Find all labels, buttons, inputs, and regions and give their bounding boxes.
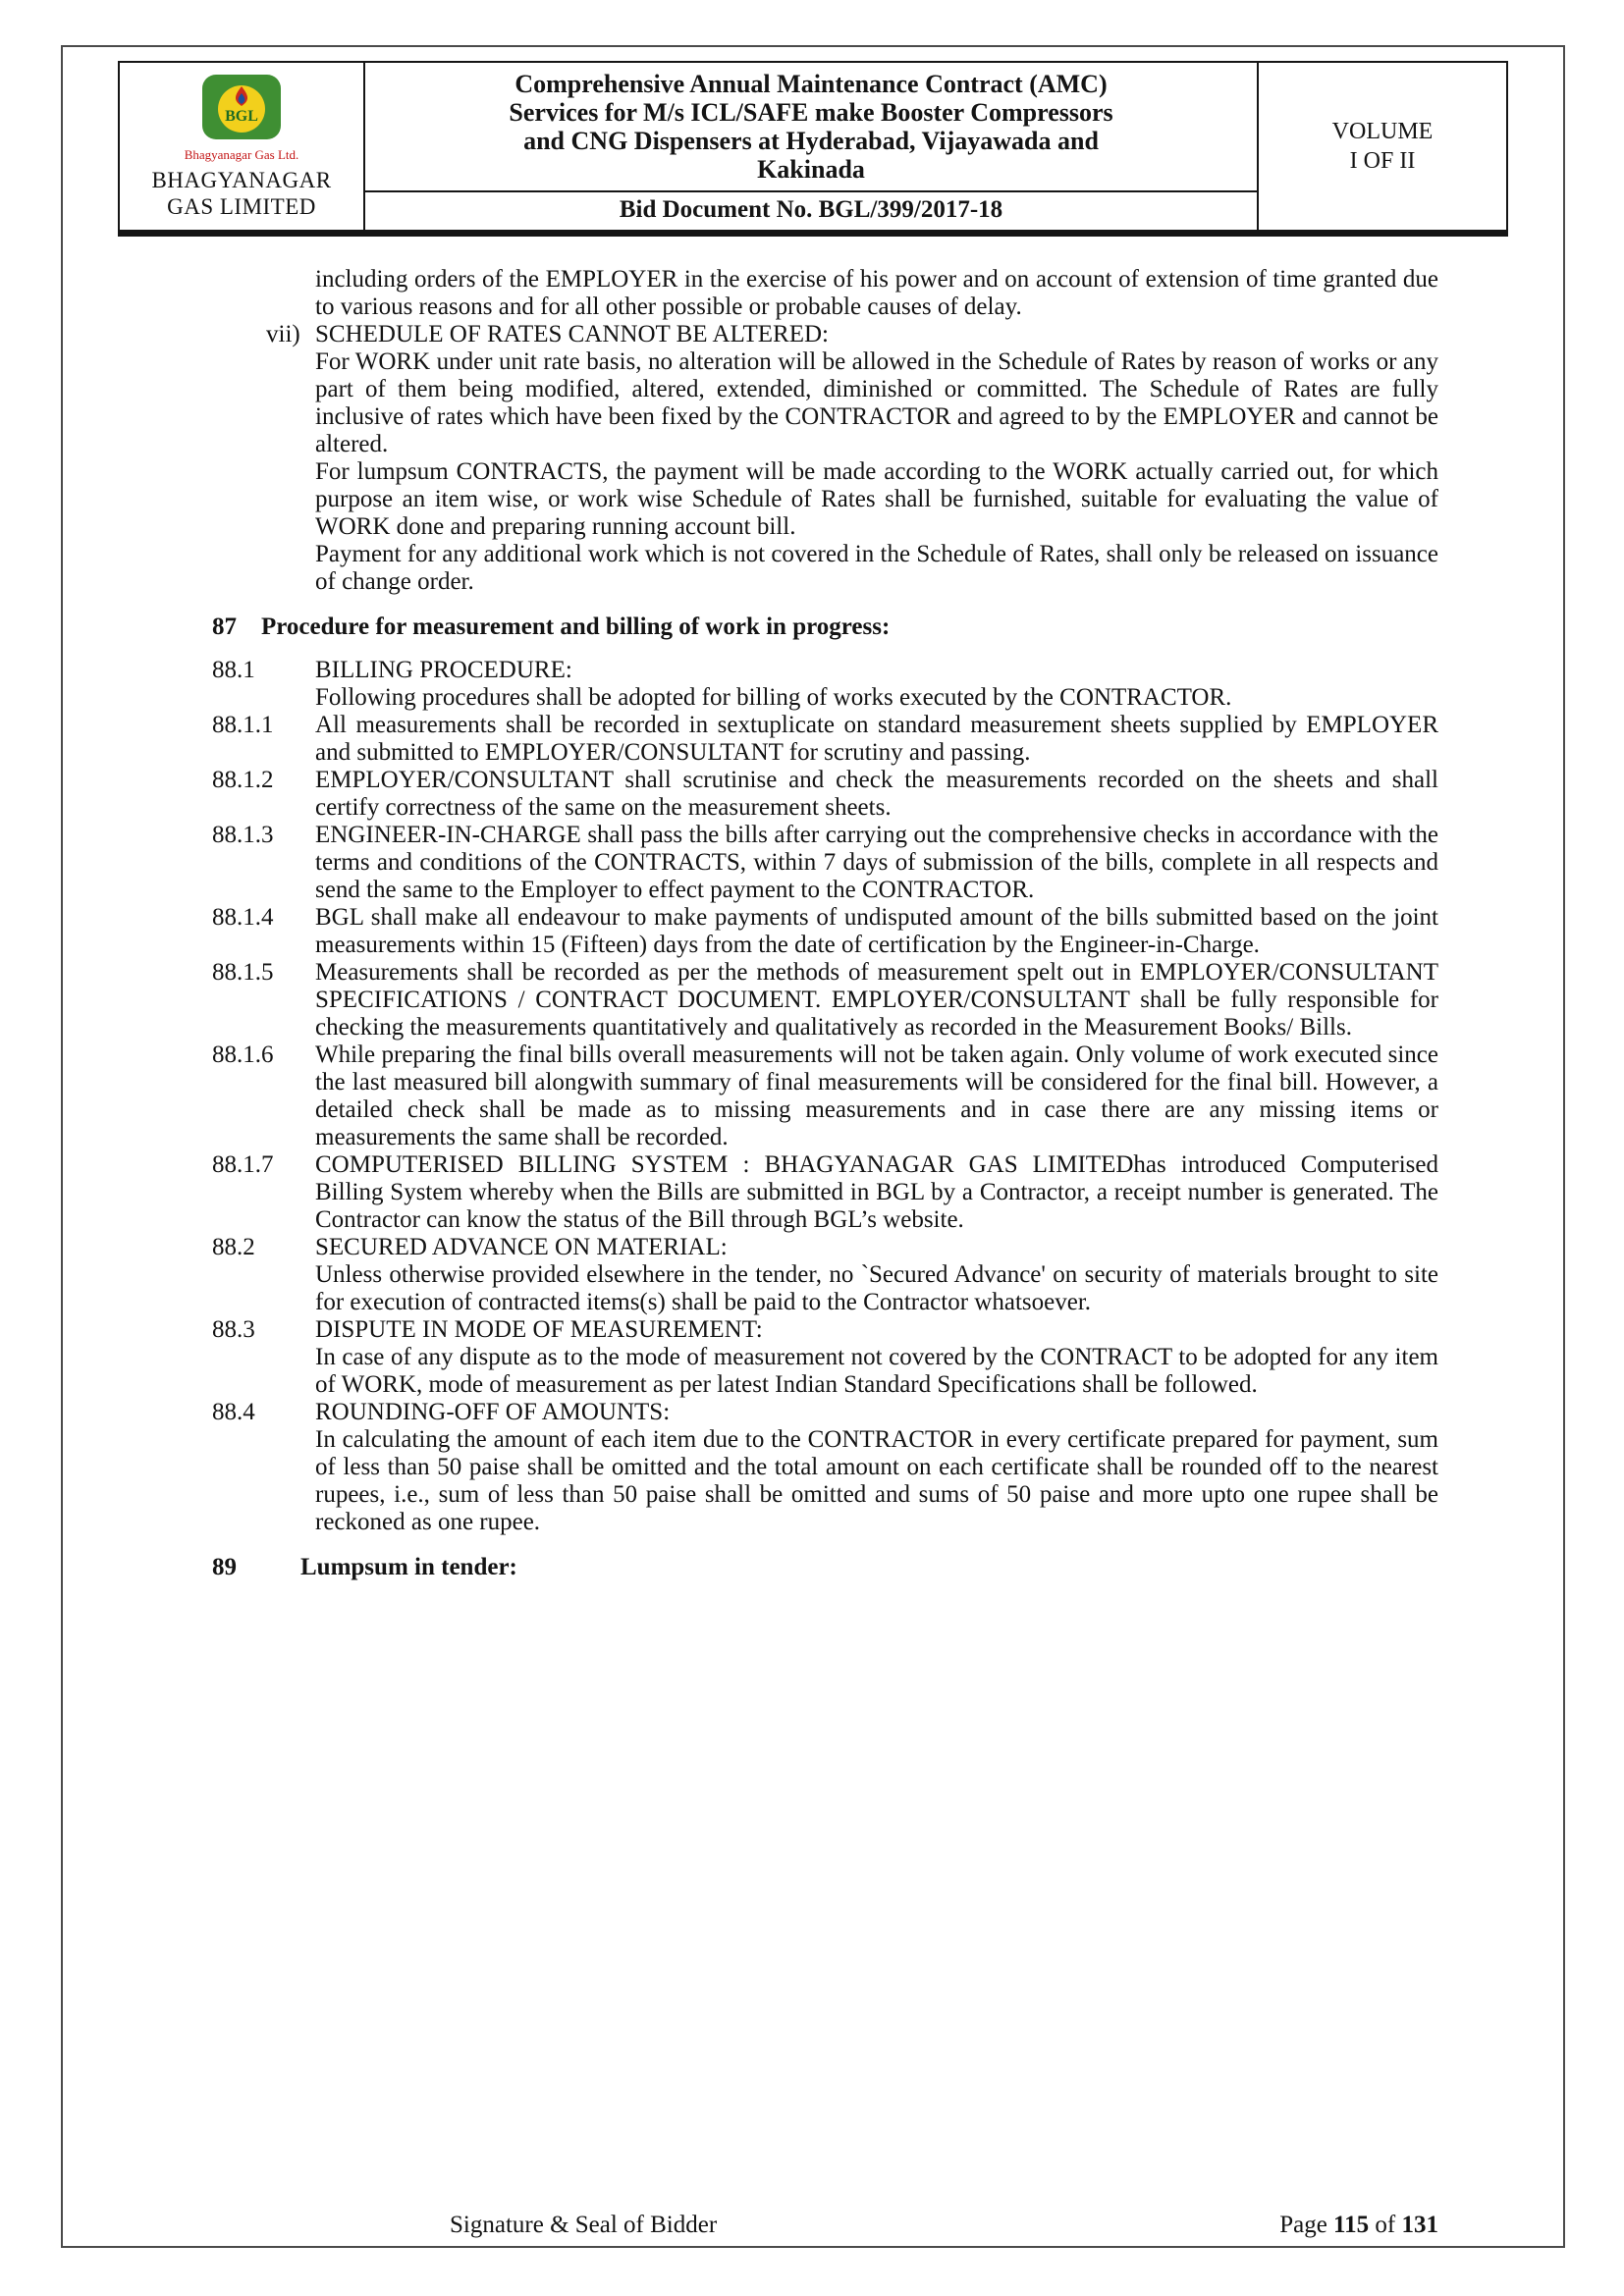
bgl-logo-icon (196, 74, 287, 146)
clause-text: EMPLOYER/CONSULTANT shall scrutinise and check the measurements recorded on the sheets and shall certify correctness of the same on the measurement sheets. (315, 767, 1438, 821)
document-body (212, 266, 1438, 1581)
page-total: 131 (1401, 2212, 1438, 2238)
clause-text: ENGINEER-IN-CHARGE shall pass the bills after carrying out the comprehensive checks in accordance with the terms and conditions of the CONTRACTS, within 7 days of submission of the bills, complete in all respects and send the same to the Employer to effect payment to the CONTRACTOR. (315, 822, 1438, 903)
page-border (61, 45, 1565, 2248)
clause-88-1-2 (212, 767, 1438, 822)
clause-88-2 (212, 1234, 1438, 1261)
page-footer (212, 2212, 1438, 2239)
paragraph-rounding: In calculating the amount of each item due to the CONTRACTOR in every certificate prepared for payment, sum of less than 50 paise shall be omitted and the total amount on each certificate shall be rounded off to the nearest rupees, i.e., sum of less than 50 paise shall be omitted and sums of 50 paise and more upto one rupee shall be reckoned as one rupee. (315, 1426, 1438, 1535)
clause-88-1-3 (212, 822, 1438, 904)
paragraph-following-procedures: Following procedures shall be adopted for billing of works executed by the CONTRACTOR. (315, 684, 1232, 711)
page-current: 115 (1333, 2212, 1370, 2238)
volume-line1: VOLUME (1331, 119, 1434, 144)
logo-cell (120, 63, 365, 230)
paragraph-lumpsum: For lumpsum CONTRACTS, the payment will be made according to the WORK actually carried out, for which purpose an item wise, or work wise Schedule of Rates shall be furnished, suitable for evaluating the value of WORK done and preparing running account bill. (315, 458, 1438, 540)
clause-vii (212, 321, 1438, 348)
clause-text: Measurements shall be recorded as per the methods of measurement spelt out in EMPLOYER/CONSULTANT SPECIFICATIONS / CONTRACT DOCUMENT. EMPLOYER/CONSULTANT shall be fully responsible for checking the measurements quantitatively and qualitatively as recorded in the Measurement Books/ Bills. (315, 959, 1438, 1041)
clause-heading-text: SCHEDULE OF RATES CANNOT BE ALTERED: (315, 321, 829, 347)
paragraph-payment: Payment for any additional work which is not covered in the Schedule of Rates, shall only be released on issuance of change order. (315, 541, 1438, 595)
clause-number: 88.1 (212, 657, 255, 683)
section-title: Lumpsum in tender: (300, 1554, 517, 1580)
section-89-heading (212, 1554, 1438, 1581)
title-line: Comprehensive Annual Maintenance Contract (AMC) (514, 70, 1108, 98)
clause-number: 88.1.5 (212, 959, 274, 986)
document-header (118, 61, 1508, 237)
section-number: 89 (212, 1554, 237, 1580)
clause-88-1-5 (212, 959, 1438, 1041)
org-name-line1: BHAGYANAGAR (151, 168, 332, 192)
paragraph-dispute: In case of any dispute as to the mode of measurement not covered by the CONTRACT to be adopted for any item of WORK, mode of measurement as per latest Indian Standard Specifications shall be followed. (315, 1344, 1438, 1398)
clause-88-4 (212, 1399, 1438, 1426)
clause-88-1-7 (212, 1151, 1438, 1234)
document-title (365, 63, 1257, 190)
clause-number: 88.2 (212, 1234, 255, 1260)
page-word: Page (1279, 2212, 1327, 2238)
clause-label: vii) (266, 321, 300, 347)
clause-number: 88.1.6 (212, 1041, 274, 1068)
page-number (1279, 2212, 1438, 2239)
clause-number: 88.1.7 (212, 1151, 274, 1178)
volume-cell (1257, 63, 1506, 230)
bid-document-number: Bid Document No. BGL/399/2017-18 (365, 190, 1257, 230)
clause-text: BGL shall make all endeavour to make payments of undisputed amount of the bills submitted based on the joint measurements within 15 (Fifteen) days from the date of certification by the Engineer-in-Charge. (315, 904, 1438, 958)
title-line: Kakinada (757, 155, 865, 184)
clause-number: 88.1.1 (212, 712, 274, 738)
clause-text: COMPUTERISED BILLING SYSTEM : BHAGYANAGAR GAS LIMITEDhas introduced Computerised Billing System whereby when the Bills are submitted in BGL by a Contractor, a receipt number is generated. The Contractor can know the status of the Bill through BGL’s website. (315, 1151, 1438, 1233)
clause-88-1-1 (212, 712, 1438, 767)
title-line: and CNG Dispensers at Hyderabad, Vijayawada and (523, 127, 1099, 155)
clause-88-1-4 (212, 904, 1438, 959)
clause-heading-text: ROUNDING-OFF OF AMOUNTS: (315, 1399, 671, 1425)
clause-number: 88.1.4 (212, 904, 274, 931)
section-title: Procedure for measurement and billing of work in progress: (261, 614, 891, 640)
logo-caption: Bhagyanagar Gas Ltd. (184, 147, 299, 162)
clause-number: 88.1.2 (212, 767, 274, 793)
logo-monogram: BGL (225, 108, 258, 125)
title-line: Services for M/s ICL/SAFE make Booster Compressors (509, 98, 1113, 127)
clause-88-1 (212, 657, 1438, 684)
clause-88-3 (212, 1316, 1438, 1344)
clause-number: 88.3 (212, 1316, 255, 1343)
clause-text: All measurements shall be recorded in sextuplicate on standard measurement sheets supplied by EMPLOYER and submitted to EMPLOYER/CONSULTANT for scrutiny and passing. (315, 712, 1438, 766)
paragraph-unit-rate: For WORK under unit rate basis, no alteration will be allowed in the Schedule of Rates by reason of works or any part of them being modified, altered, extended, diminished or committed. The Schedule of Rates are fully inclusive of rates which have been fixed by the CONTRACTOR and agreed to by the EMPLOYER and cannot be altered. (315, 348, 1438, 457)
clause-heading-text: BILLING PROCEDURE: (315, 657, 572, 683)
clause-88-1-6 (212, 1041, 1438, 1151)
clause-text: While preparing the final bills overall measurements will not be taken again. Only volume of work executed since the last measured bill alongwith summary of final measurements will be considered for the final bill. However, a detailed check shall be made as to missing measurements and in case there are any missing items or measurements the same shall be recorded. (315, 1041, 1438, 1150)
paragraph-continuation: including orders of the EMPLOYER in the exercise of his power and on account of extension of time granted due to various reasons and for all other possible or probable causes of delay. (315, 266, 1438, 320)
section-number: 87 (212, 614, 237, 640)
clause-heading-text: DISPUTE IN MODE OF MEASUREMENT: (315, 1316, 763, 1343)
paragraph-secured-advance: Unless otherwise provided elsewhere in the tender, no `Secured Advance' on security of materials brought to site for execution of contracted items(s) shall be paid to the Contractor whatsoever. (315, 1261, 1438, 1315)
org-name-line2: GAS LIMITED (167, 194, 316, 219)
clause-number: 88.4 (212, 1399, 255, 1425)
clause-heading-text: SECURED ADVANCE ON MATERIAL: (315, 1234, 728, 1260)
signature-seal-label: Signature & Seal of Bidder (450, 2212, 718, 2238)
volume-line2: I OF II (1349, 148, 1416, 174)
header-title-cell (365, 63, 1257, 230)
clause-number: 88.1.3 (212, 822, 274, 848)
of-word: of (1375, 2212, 1396, 2238)
section-87-heading (212, 614, 1438, 641)
